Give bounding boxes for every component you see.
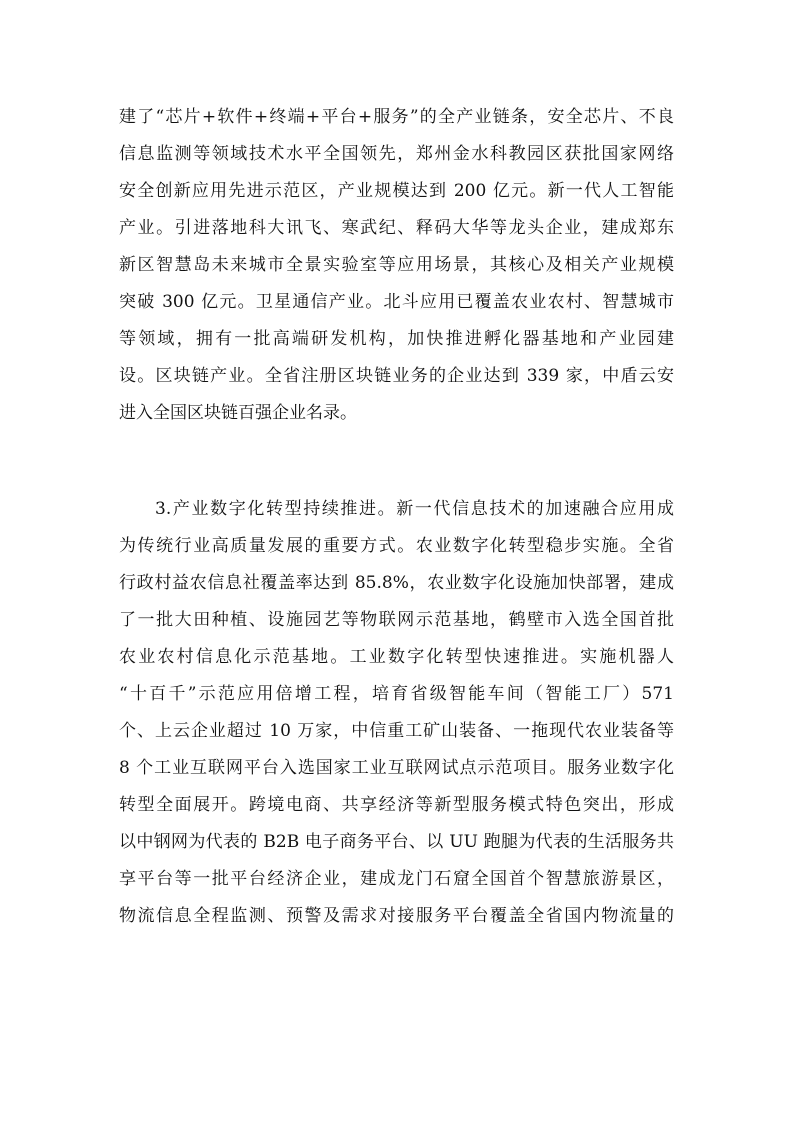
text-line: 安全创新应用先进示范区，产业规模达到 200 亿元。新一代人工智能: [119, 181, 674, 201]
paragraph-digital-transformation: [119, 491, 674, 935]
text-line: 信息监测等领域技术水平全国领先，郑州金水科教园区获批国家网络: [119, 144, 674, 164]
text-line: 3.产业数字化转型持续推进。新一代信息技术的加速融合应用成: [155, 499, 674, 519]
text-line: 享平台等一批平台经济企业，建成龙门石窟全国首个智慧旅游景区，: [119, 869, 674, 889]
text-line: 行政村益农信息社覆盖率达到 85.8%，农业数字化设施加快部署，建成: [119, 573, 674, 593]
text-line: “十百千”示范应用倍增工程，培育省级智能车间（智能工厂）571: [119, 684, 674, 704]
text-line: 个、上云企业超过 10 万家，中信重工矿山装备、一拖现代农业装备等: [119, 721, 674, 741]
text-line: 建了“芯片+软件+终端+平台+服务”的全产业链条，安全芯片、不良: [119, 107, 674, 127]
text-line: 设。区块链产业。全省注册区块链业务的企业达到 339 家，中盾云安: [119, 366, 674, 386]
text-line: 转型全面展开。跨境电商、共享经济等新型服务模式特色突出，形成: [119, 795, 674, 815]
text-line: 8 个工业互联网平台入选国家工业互联网试点示范项目。服务业数字化: [119, 758, 674, 778]
text-line: 物流信息全程监测、预警及需求对接服务平台覆盖全省国内物流量的: [119, 906, 674, 926]
text-line: 以中钢网为代表的 B2B 电子商务平台、以 UU 跑腿为代表的生活服务共: [119, 832, 674, 852]
text-line: 为传统行业高质量发展的重要方式。农业数字化转型稳步实施。全省: [119, 536, 674, 556]
text-line: 新区智慧岛未来城市全景实验室等应用场景，其核心及相关产业规模: [119, 255, 674, 275]
text-line: 等领域，拥有一批高端研发机构，加快推进孵化器基地和产业园建: [119, 329, 674, 349]
text-line: 农业农村信息化示范基地。工业数字化转型快速推进。实施机器人: [119, 647, 674, 667]
text-line: 突破 300 亿元。卫星通信产业。北斗应用已覆盖农业农村、智慧城市: [119, 292, 674, 312]
text-line: 了一批大田种植、设施园艺等物联网示范基地，鹤壁市入选全国首批: [119, 610, 674, 630]
text-line: 产业。引进落地科大讯飞、寒武纪、释码大华等龙头企业，建成郑东: [119, 218, 674, 238]
text-line: 进入全国区块链百强企业名录。: [119, 403, 357, 423]
paragraph-industry-chain: [119, 99, 674, 432]
